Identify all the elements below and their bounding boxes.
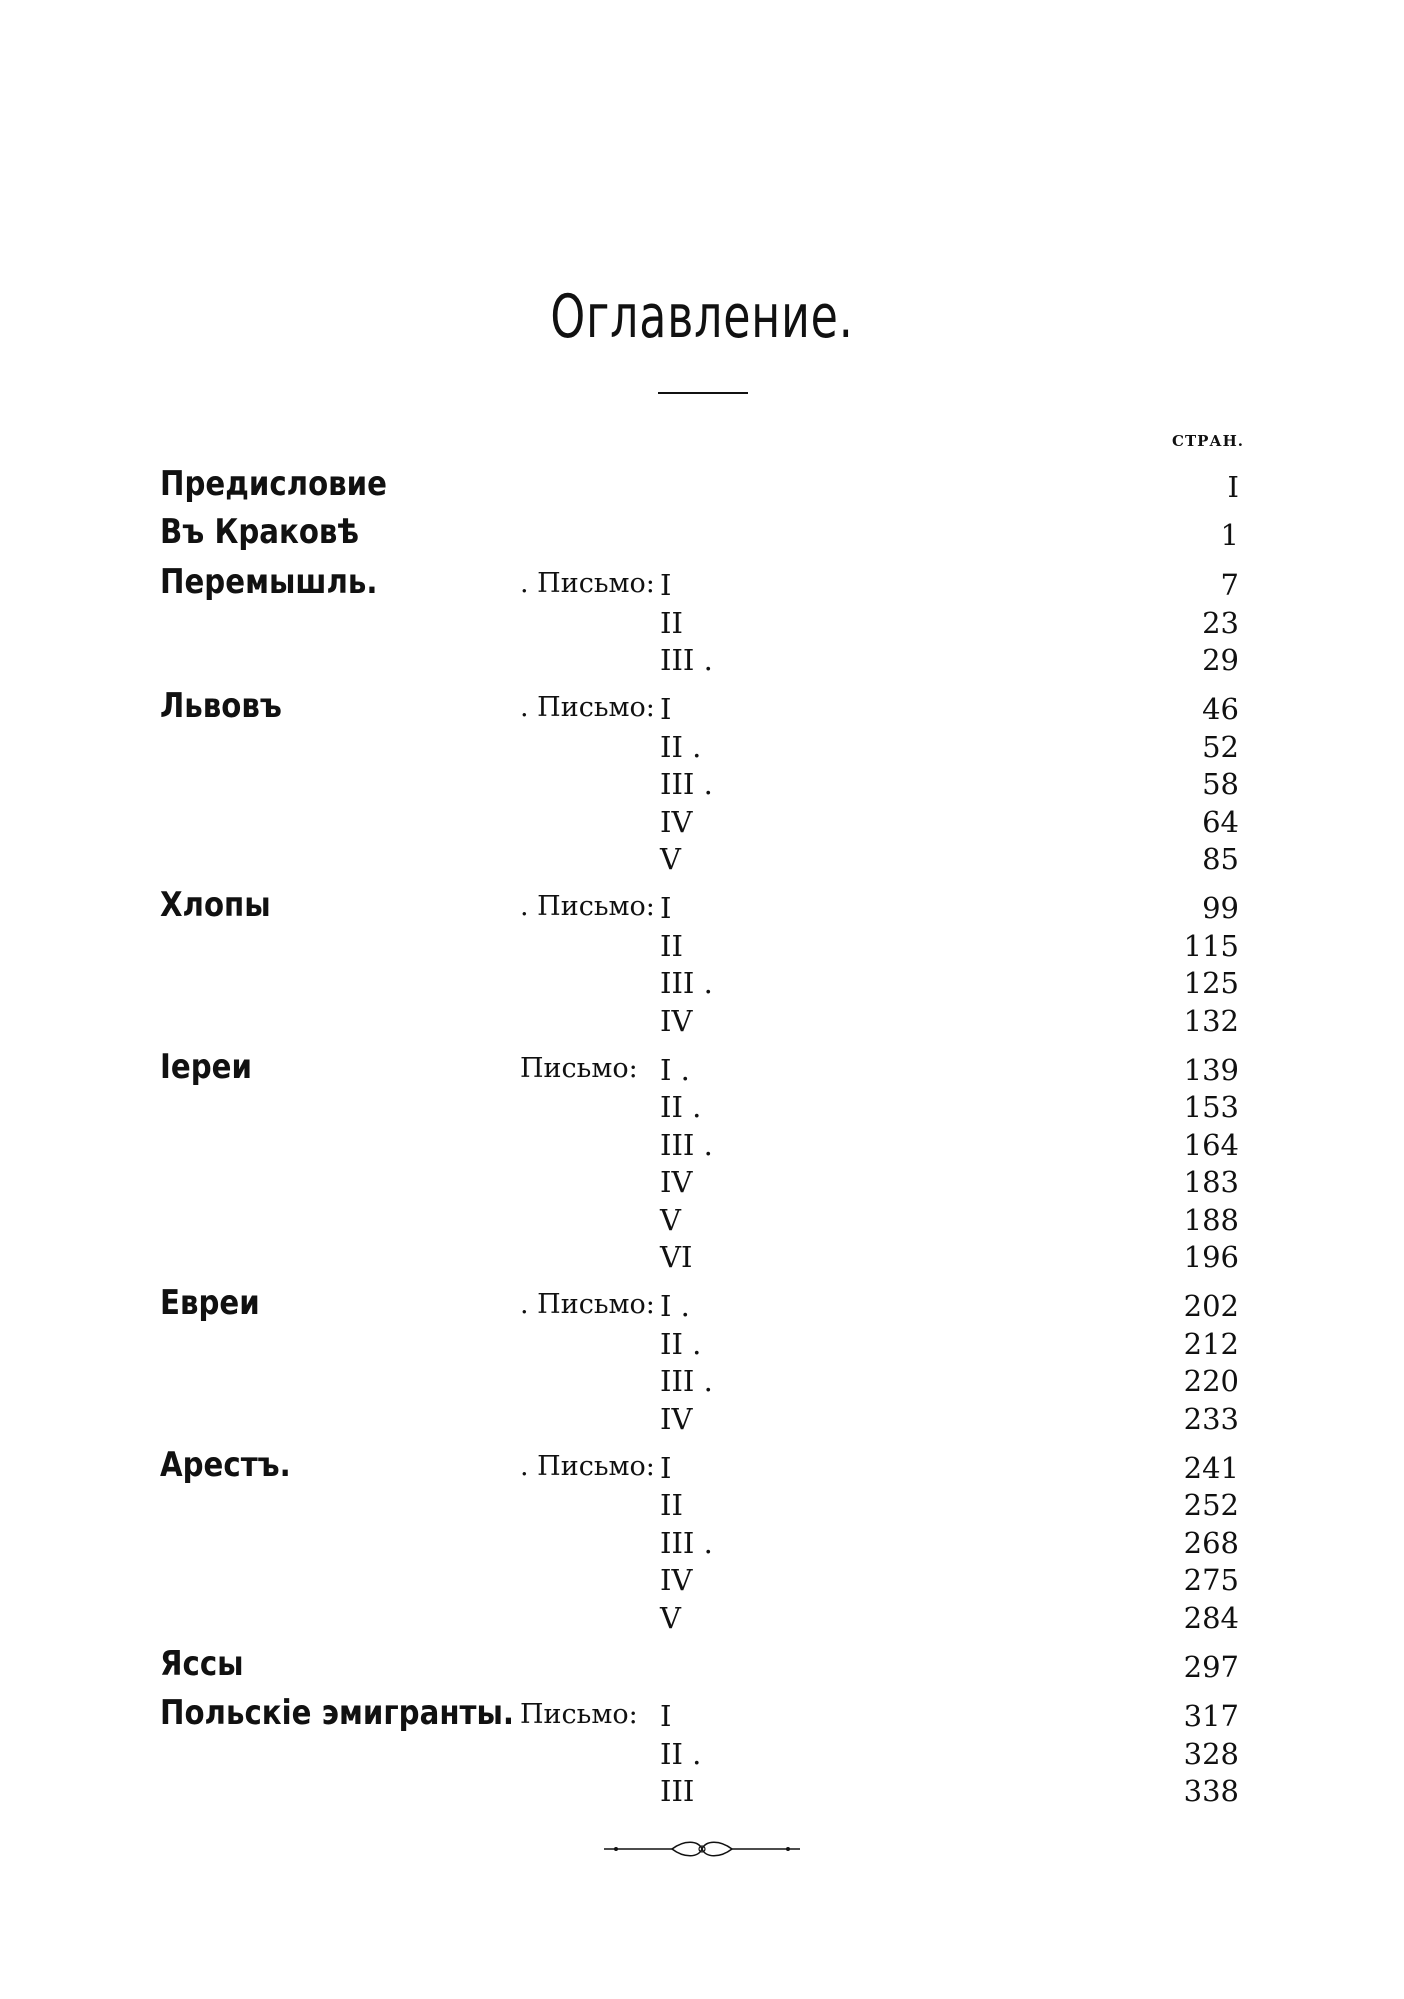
toc-page-number: 58 xyxy=(1202,767,1239,801)
toc-letter-number: I . xyxy=(660,1053,690,1087)
toc-page-number: 233 xyxy=(1183,1402,1239,1436)
toc-page-number: 284 xyxy=(1183,1601,1239,1635)
toc-letter-label: . Письмо: xyxy=(520,1451,655,1482)
toc-letter-number: III . xyxy=(660,643,713,677)
toc-page-number: 153 xyxy=(1183,1090,1239,1124)
toc-page-number: 220 xyxy=(1183,1364,1239,1398)
toc-letter-number: IV xyxy=(660,1402,693,1436)
toc-section-title: Львовъ xyxy=(160,686,282,726)
toc-letter-number: III xyxy=(660,1774,695,1808)
toc-letter-label: . Письмо: xyxy=(520,692,655,723)
toc-page-number: 1 xyxy=(1220,518,1239,552)
toc-entry xyxy=(0,730,1404,766)
toc-entry xyxy=(0,767,1404,803)
toc-letter-number: II . xyxy=(660,730,702,764)
toc-page-number: 52 xyxy=(1202,730,1239,764)
page-title: Оглавление. xyxy=(550,282,854,352)
toc-letter-number: V xyxy=(660,1203,681,1237)
toc-letter-number: II xyxy=(660,1488,683,1522)
toc-letter-number: III . xyxy=(660,1364,713,1398)
toc-letter-number: I xyxy=(660,568,672,602)
toc-letter-number: I xyxy=(660,1699,672,1733)
toc-letter-number: VI xyxy=(660,1240,693,1274)
toc-entry xyxy=(0,842,1404,878)
toc-letter-label: Письмо: xyxy=(520,1053,638,1084)
toc-page-number: 252 xyxy=(1183,1488,1239,1522)
toc-entry xyxy=(0,1445,1404,1487)
toc-letter-number: IV xyxy=(660,1004,693,1038)
toc-section-title: Польскіе эмигранты. xyxy=(160,1693,515,1733)
toc-letter-number: V xyxy=(660,842,681,876)
toc-letter-number: III . xyxy=(660,767,713,801)
toc-page-number: 212 xyxy=(1183,1327,1239,1361)
toc-entry xyxy=(0,1402,1404,1438)
toc-page-number: 29 xyxy=(1202,643,1239,677)
toc-letter-label: . Письмо: xyxy=(520,891,655,922)
toc-section-title: Въ Краковѣ xyxy=(160,512,359,552)
toc-letter-number: II xyxy=(660,606,683,640)
toc-entry xyxy=(0,686,1404,728)
toc-entry xyxy=(0,512,1404,554)
toc-page-number: 317 xyxy=(1183,1699,1239,1733)
toc-letter-number: III . xyxy=(660,1526,713,1560)
toc-page-number: 115 xyxy=(1183,929,1239,963)
toc-letter-number: II . xyxy=(660,1737,702,1771)
toc-page-number: 46 xyxy=(1202,692,1239,726)
toc-entry xyxy=(0,1563,1404,1599)
toc-entry xyxy=(0,929,1404,965)
toc-entry xyxy=(0,1240,1404,1276)
toc-letter-number: I xyxy=(660,1451,672,1485)
toc-page-number: I xyxy=(1227,470,1239,504)
toc-section-title: Предисловие xyxy=(160,464,387,504)
title-rule xyxy=(658,392,748,394)
toc-entry xyxy=(0,1693,1404,1735)
toc-entry xyxy=(0,1203,1404,1239)
toc-letter-number: II . xyxy=(660,1090,702,1124)
toc-letter-number: III . xyxy=(660,966,713,1000)
toc-section-title: Іереи xyxy=(160,1047,252,1087)
toc-letter-label: Письмо: xyxy=(520,1699,638,1730)
toc-page-number: 132 xyxy=(1183,1004,1239,1038)
toc-entry xyxy=(0,1644,1404,1686)
toc-section-title: Перемышль. xyxy=(160,562,378,602)
toc-entry xyxy=(0,1601,1404,1637)
page-column-header: СТРАН. xyxy=(1172,432,1244,450)
toc-page-number: 139 xyxy=(1183,1053,1239,1087)
toc-entry xyxy=(0,1047,1404,1089)
toc-entry xyxy=(0,1364,1404,1400)
toc-entry xyxy=(0,805,1404,841)
toc-page-number: 188 xyxy=(1183,1203,1239,1237)
toc-page-number: 202 xyxy=(1183,1289,1239,1323)
toc-entry xyxy=(0,1774,1404,1810)
toc-letter-number: IV xyxy=(660,1563,693,1597)
toc-section-title: Арестъ. xyxy=(160,1445,291,1485)
toc-page-number: 268 xyxy=(1183,1526,1239,1560)
toc-letter-label: . Письмо: xyxy=(520,568,655,599)
toc-entry xyxy=(0,966,1404,1002)
toc-letter-number: I xyxy=(660,692,672,726)
toc-letter-number: II . xyxy=(660,1327,702,1361)
toc-page-number: 7 xyxy=(1220,568,1239,602)
toc-page-number: 23 xyxy=(1202,606,1239,640)
toc-page-number: 64 xyxy=(1202,805,1239,839)
toc-page-number: 328 xyxy=(1183,1737,1239,1771)
toc-entry xyxy=(0,606,1404,642)
toc-letter-number: II xyxy=(660,929,683,963)
toc-page-number: 196 xyxy=(1183,1240,1239,1274)
toc-entry xyxy=(0,1283,1404,1325)
toc-entry xyxy=(0,1128,1404,1164)
toc-section-title: Яссы xyxy=(160,1644,244,1684)
toc-section-title: Евреи xyxy=(160,1283,260,1323)
toc-letter-number: V xyxy=(660,1601,681,1635)
toc-entry xyxy=(0,885,1404,927)
toc-page-number: 164 xyxy=(1183,1128,1239,1162)
toc-page-number: 85 xyxy=(1202,842,1239,876)
toc-section-title: Хлопы xyxy=(160,885,271,925)
toc-entry xyxy=(0,643,1404,679)
toc-letter-number: I . xyxy=(660,1289,690,1323)
toc-entry xyxy=(0,1004,1404,1040)
toc-letter-label: . Письмо: xyxy=(520,1289,655,1320)
toc-letter-number: I xyxy=(660,891,672,925)
toc-page-number: 241 xyxy=(1183,1451,1239,1485)
toc-page-number: 297 xyxy=(1183,1650,1239,1684)
toc-page-number: 99 xyxy=(1202,891,1239,925)
toc-entry xyxy=(0,1327,1404,1363)
toc-entry xyxy=(0,1488,1404,1524)
end-ornament xyxy=(602,1838,802,1860)
toc-entry xyxy=(0,1526,1404,1562)
toc-page-number: 338 xyxy=(1183,1774,1239,1808)
toc-page-number: 275 xyxy=(1183,1563,1239,1597)
toc-page-number: 125 xyxy=(1183,966,1239,1000)
toc-entry xyxy=(0,464,1404,506)
toc-page-number: 183 xyxy=(1183,1165,1239,1199)
toc-entry xyxy=(0,1165,1404,1201)
toc-letter-number: IV xyxy=(660,805,693,839)
toc-letter-number: IV xyxy=(660,1165,693,1199)
toc-letter-number: III . xyxy=(660,1128,713,1162)
toc-entry xyxy=(0,1090,1404,1126)
toc-entry xyxy=(0,1737,1404,1773)
toc-entry xyxy=(0,562,1404,604)
